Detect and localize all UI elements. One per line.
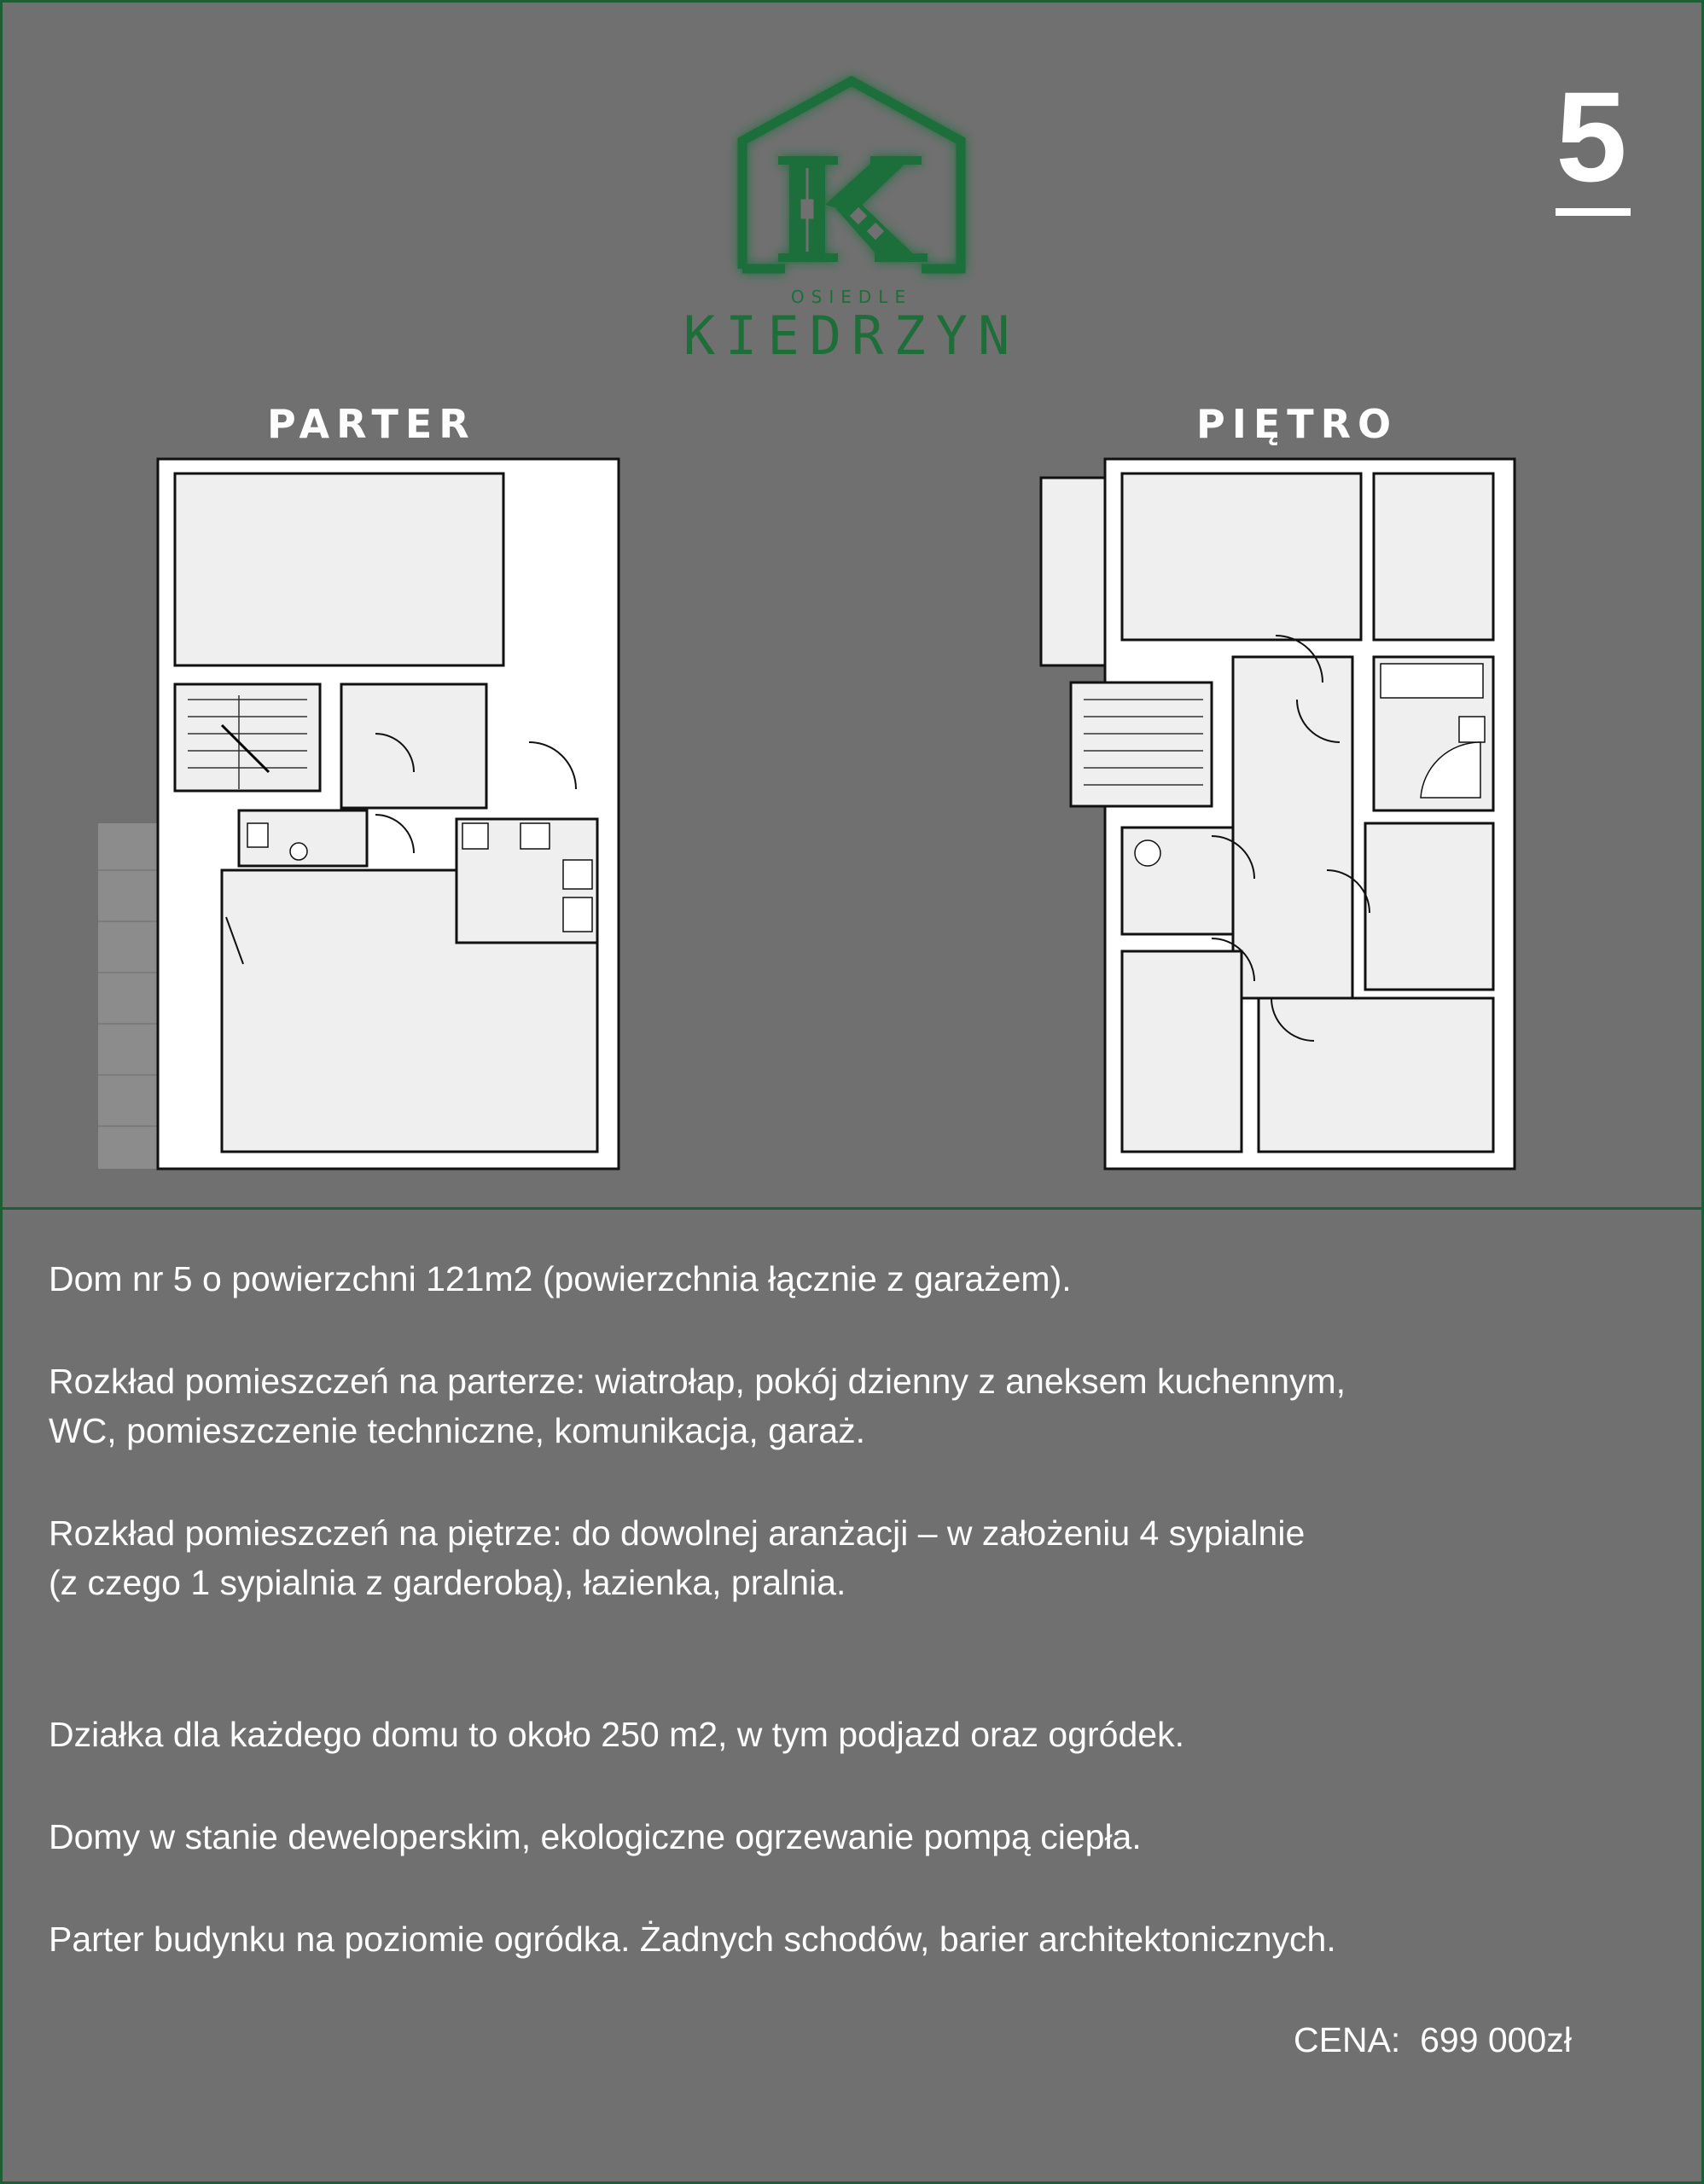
bedroom-4 — [1259, 998, 1493, 1152]
description-line-plot: Działka dla każdego domu to około 250 m2, w tym podjazd oraz ogródek. — [49, 1715, 1184, 1754]
description-line-area: Dom nr 5 o powierzchni 121m2 (powierzchnia łącznie z garażem). — [49, 1259, 1072, 1298]
wardrobe-room — [1374, 473, 1493, 640]
description-line-ground-b: WC, pomieszczenie techniczne, komunikacja, garaż. — [49, 1411, 866, 1450]
logo-subtitle: OSIEDLE — [790, 287, 913, 307]
bathtub-fixture — [1381, 664, 1483, 698]
washer-fixture — [1135, 840, 1160, 866]
bedroom-2 — [1365, 823, 1493, 990]
washbasin-fixture — [290, 843, 307, 860]
balcony — [1041, 478, 1109, 665]
hob-fixture — [521, 823, 550, 849]
bedroom-1 — [1122, 473, 1361, 640]
ground-floor-plan — [94, 452, 691, 1177]
oven-fixture — [563, 897, 592, 932]
kiedrzyn-logo — [683, 73, 1021, 371]
house-number: 5 — [1556, 65, 1627, 208]
wc-upper-fixture — [1459, 717, 1485, 742]
description-line-upper-a: Rozkład pomieszczeń na piętrze: do dowolnej aranżacji – w założeniu 4 sypialnie — [49, 1513, 1306, 1553]
bedroom-3 — [1122, 951, 1242, 1152]
hall-room — [341, 684, 486, 808]
description-line-standard: Domy w stanie deweloperskim, ekologiczne ogrzewanie pompą ciepła. — [49, 1817, 1142, 1856]
price-label: CENA: 699 000zł — [1294, 2020, 1572, 2059]
section-divider — [0, 1207, 1704, 1210]
logo-name: KIEDRZYN — [683, 305, 1021, 367]
ground-floor-title: PARTER — [267, 401, 476, 447]
stair-well — [1071, 682, 1212, 806]
description-line-upper-b: (z czego 1 sypialnia z garderobą), łazienka, pralnia. — [49, 1563, 846, 1602]
description-line-accessibility: Parter budynku na poziomie ogródka. Żadnych schodów, barier architektonicznych. — [49, 1920, 1336, 1959]
description — [49, 1254, 1585, 1964]
upper-floor-title: PIĘTRO — [1196, 401, 1399, 447]
house-k-logo-icon — [742, 81, 961, 269]
sink-fixture — [563, 860, 592, 889]
corridor — [1233, 657, 1352, 998]
description-line-ground-a: Rozkład pomieszczeń na parterze: wiatrołap, pokój dzienny z aneksem kuchennym, — [49, 1362, 1346, 1401]
fridge-fixture — [462, 823, 488, 849]
house-number-underline — [1556, 208, 1631, 216]
toilet-fixture — [247, 823, 268, 847]
upper-floor-plan — [1032, 452, 1519, 1177]
garage-room — [175, 473, 503, 665]
